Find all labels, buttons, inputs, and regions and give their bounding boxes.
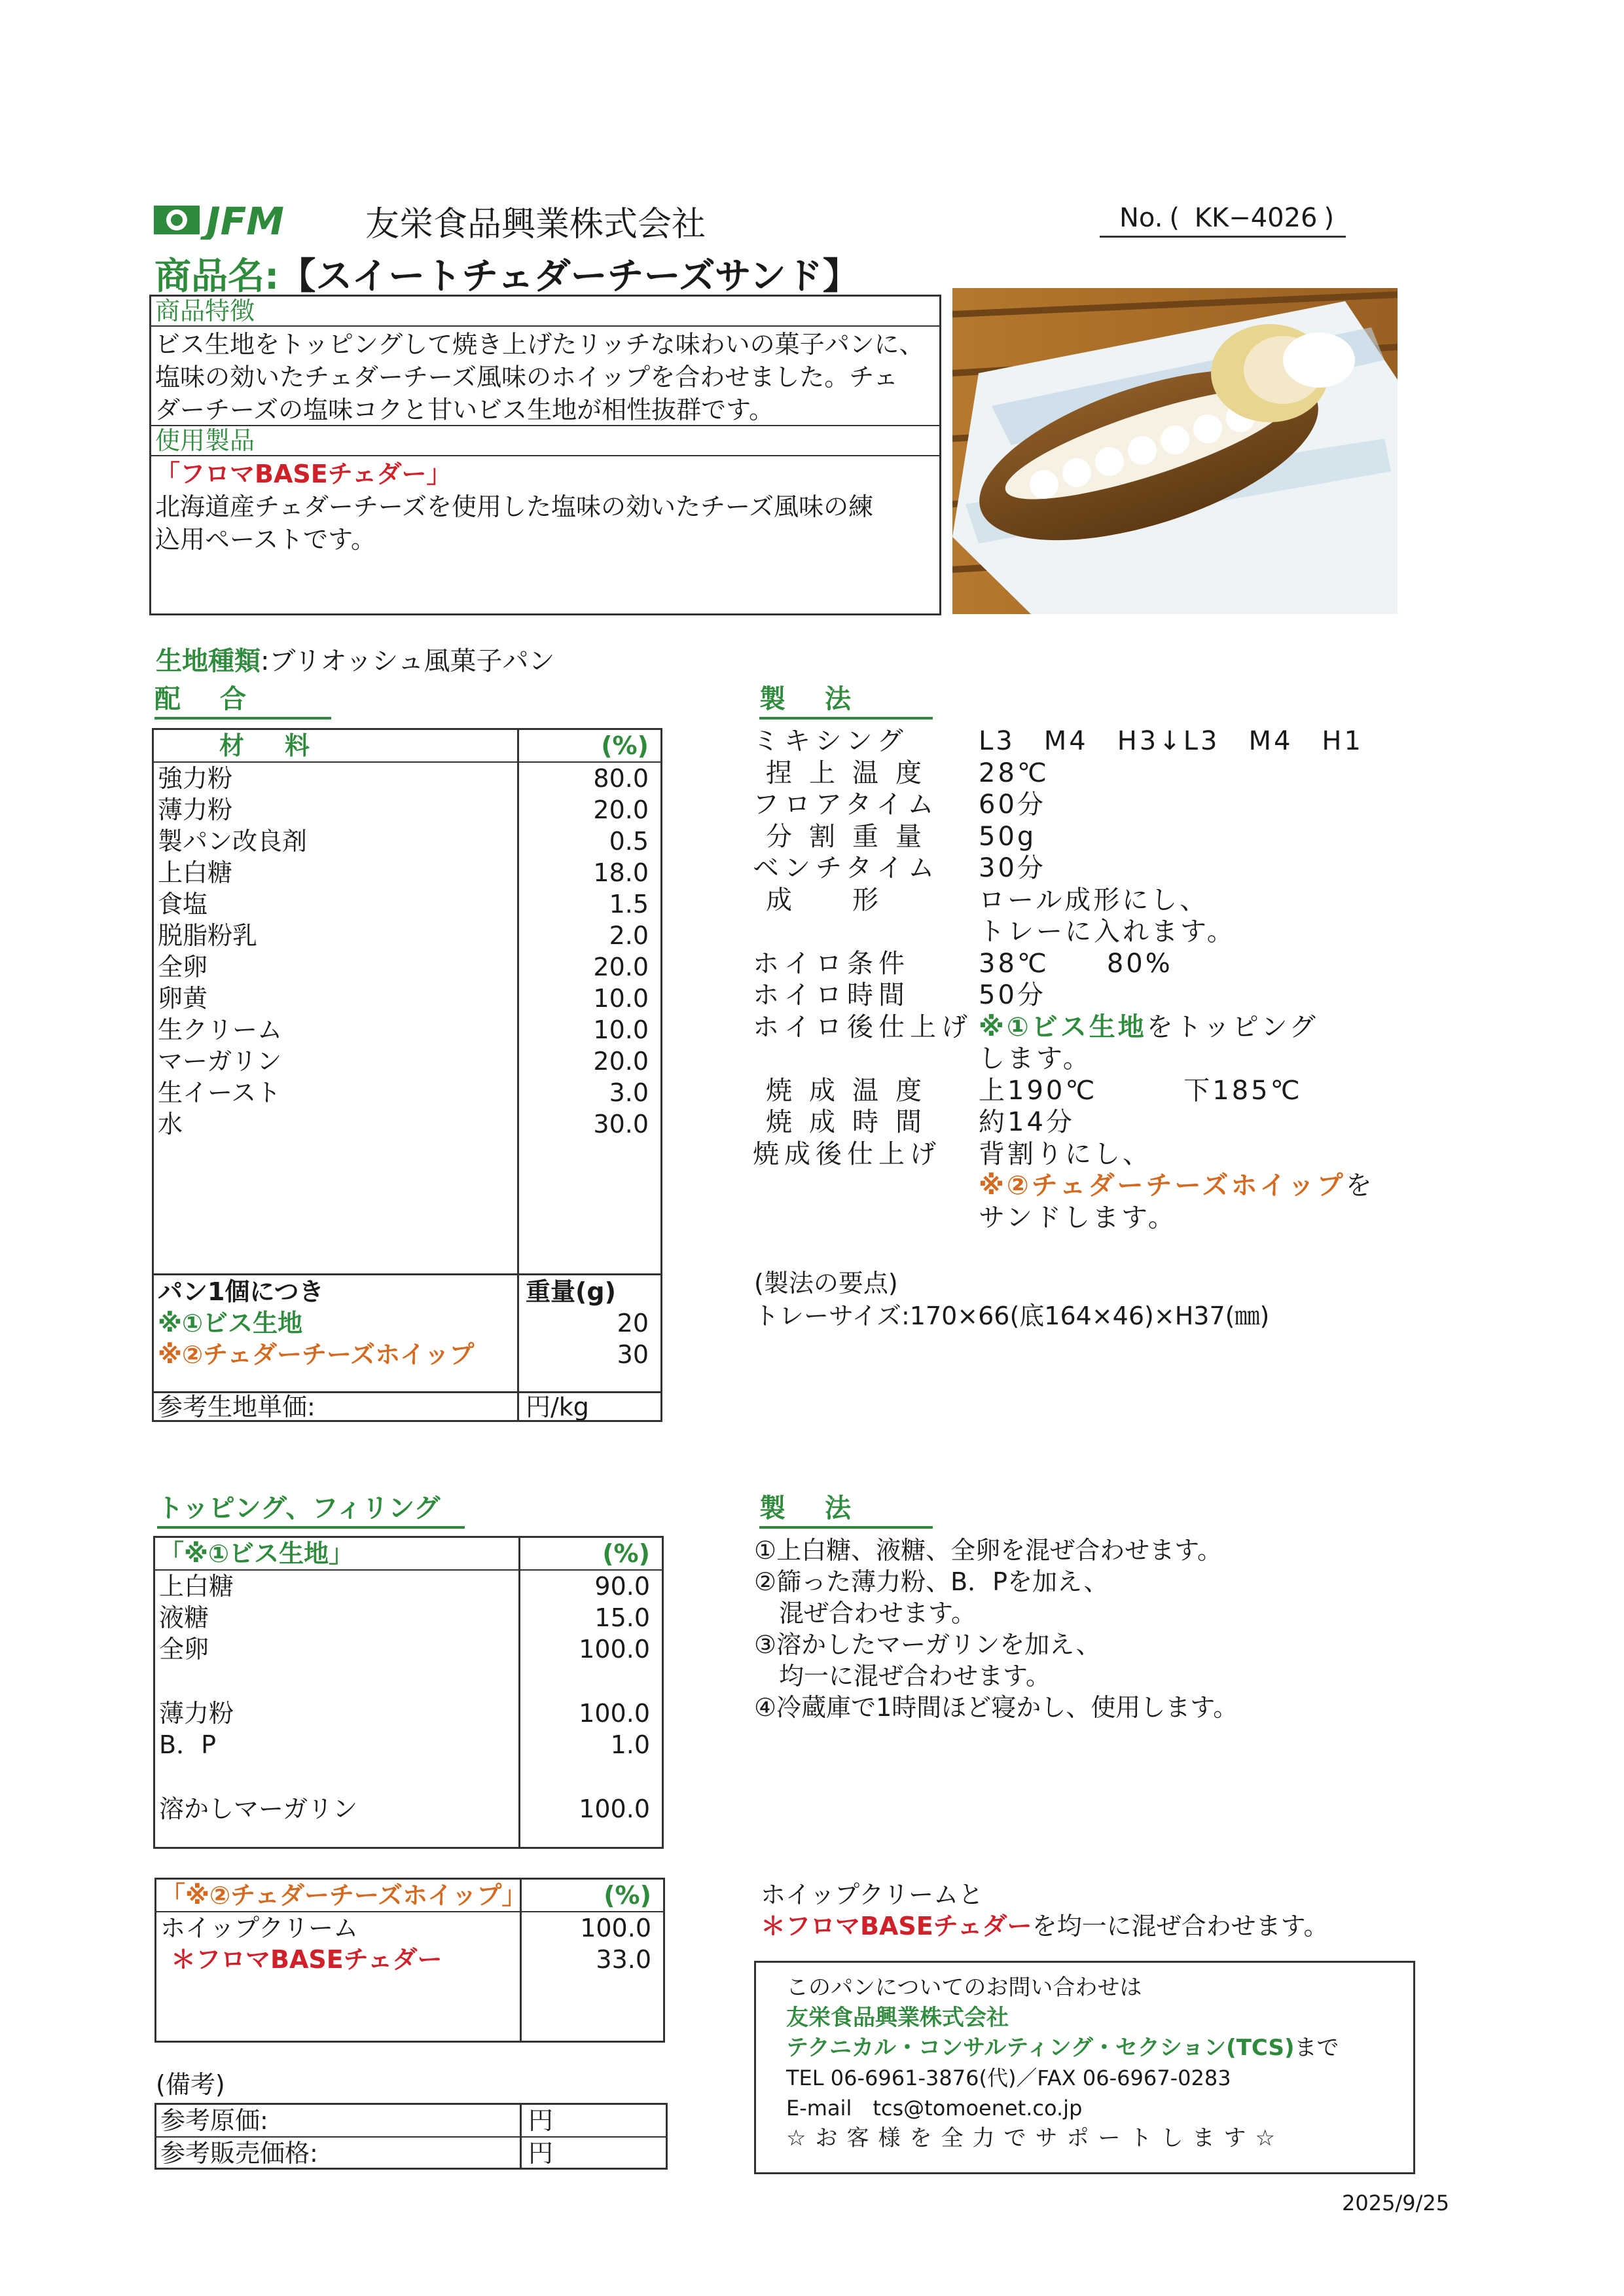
bis-step: ④冷蔵庫で1時間ほど寝かし、使用します。 — [754, 1693, 1238, 1722]
weight-label: 重量(g) — [526, 1277, 616, 1306]
used-text — [155, 458, 935, 556]
whip-head: 「※②チェダーチーズホイップ」 — [160, 1881, 527, 1910]
used-line: 込用ペーストです。 — [155, 525, 376, 554]
method-step — [753, 1106, 1407, 1138]
method-step-value — [979, 757, 1049, 789]
per-bun-value: 30 — [617, 1340, 649, 1369]
method-step-value — [979, 948, 1173, 979]
method-step-text: 30分 — [979, 853, 1046, 883]
bis-step: ①上白糖、液糖、全卵を混ぜ合わせます。 — [754, 1536, 1223, 1565]
method-step — [753, 1011, 1407, 1043]
remarks-table — [154, 2103, 668, 2170]
ingredient-value: 2.0 — [609, 921, 649, 950]
price-unit: 円 — [528, 2139, 554, 2168]
dough-type-value: :ブリオッシュ風菓子パン — [261, 646, 555, 676]
ingredient-name: 食塩 — [158, 890, 208, 919]
bis-value: 100.0 — [579, 1699, 650, 1728]
feature-heading: 商品特徴 — [151, 297, 939, 327]
ingredient-value: 3.0 — [609, 1078, 649, 1107]
bis-name: 上白糖 — [159, 1572, 234, 1601]
method-step-text: 38℃ 80% — [979, 948, 1173, 979]
ingredient-value: 10.0 — [593, 1015, 649, 1044]
bis-name: 液糖 — [159, 1603, 209, 1632]
bis-table — [153, 1536, 664, 1849]
ingredient-value: 18.0 — [593, 858, 649, 887]
method-step — [753, 757, 1407, 789]
method-step-label: 分割重量 — [766, 821, 939, 852]
ingredient-name: 水 — [158, 1110, 183, 1139]
method-step-value — [979, 1139, 1151, 1170]
contact-line: このパンについてのお問い合わせは — [786, 1975, 1142, 2001]
whip-name: ＊フロマBASEチェダー — [171, 1945, 442, 1974]
issue-date: 2025/9/25 — [1342, 2191, 1450, 2215]
product-label: 商品名: — [154, 255, 280, 298]
ingredient-value: 30.0 — [593, 1110, 649, 1139]
ingredient-value: 20.0 — [593, 795, 649, 824]
ingredient-name: 脱脂粉乳 — [158, 921, 258, 950]
contact-section — [786, 2032, 1339, 2064]
ingredient-value: 0.5 — [609, 827, 649, 856]
ingredient-value: 10.0 — [593, 984, 649, 1013]
contact-section-suffix: まで — [1294, 2035, 1339, 2061]
ingredient-table — [152, 728, 662, 1422]
product-name: 【スイートチェダーチーズサンド】 — [279, 255, 859, 298]
whip-value: 33.0 — [596, 1945, 651, 1974]
dough-type — [156, 646, 554, 677]
unit-price-label: 参考生地単価: — [158, 1393, 316, 1421]
method-step-highlight: ※②チェダーチーズホイップ — [979, 1171, 1346, 1201]
ingredient-name: 全卵 — [158, 953, 208, 981]
method-step-value — [979, 979, 1046, 1011]
method-heading: 製 法 — [759, 678, 933, 720]
whip-value: 100.0 — [580, 1914, 651, 1942]
method-step-label: 焼成温度 — [766, 1075, 939, 1106]
bis-value: 1.0 — [610, 1730, 650, 1759]
method-step — [753, 1043, 1407, 1074]
table-header — [154, 730, 660, 763]
method-step-highlight: ※①ビス生地 — [979, 1011, 1147, 1042]
contact-email: E-mail tcs@tomoenet.co.jp — [786, 2096, 1083, 2121]
method-step-value — [979, 1075, 1303, 1106]
method-step — [753, 1075, 1407, 1106]
bis-name: B．P — [159, 1730, 216, 1759]
formula-heading: 配 合 — [154, 678, 331, 720]
method-step — [753, 789, 1407, 820]
dough-type-label: 生地種類 — [156, 646, 261, 676]
method-step-label: 成 形 — [766, 884, 895, 915]
product-title — [154, 247, 859, 300]
bis-step: 均一に混ぜ合わせます。 — [754, 1662, 1051, 1690]
product-photo — [952, 288, 1398, 614]
ingredient-name: 生イースト — [158, 1078, 281, 1107]
method-step-value — [979, 789, 1046, 820]
ingredient-name: 生クリーム — [158, 1015, 283, 1044]
used-product: 「フロマBASEチェダー」 — [155, 460, 452, 488]
method-step — [753, 1202, 1407, 1233]
contact-phone: TEL 06-6961-3876(代)／FAX 06-6967-0283 — [786, 2066, 1231, 2090]
ingredient-name: 卵黄 — [158, 984, 208, 1013]
method-step-value — [979, 725, 1363, 757]
feature-line: ダーチーズの塩味コクと甘いビス生地が相性抜群です。 — [155, 395, 774, 424]
method-step — [753, 1170, 1407, 1201]
method-step-label: フロアタイム — [753, 790, 939, 820]
bis-name: 溶かしマーガリン — [159, 1795, 358, 1823]
ingredient-name: マーガリン — [158, 1047, 282, 1076]
method-step-value — [979, 852, 1046, 884]
whip-pct: (%) — [604, 1881, 651, 1910]
method-step-label: ホイロ時間 — [753, 980, 910, 1010]
whip-name: ホイップクリーム — [160, 1914, 359, 1942]
price-label: 参考販売価格: — [160, 2139, 318, 2168]
logo-text: JFM — [206, 200, 284, 240]
company-logo — [154, 200, 317, 240]
contact-company: 友栄食品興業株式会社 — [786, 2005, 1009, 2031]
method-step-text: ロール成形にし、 — [979, 884, 1209, 915]
company-name: 友栄食品興業株式会社 — [365, 205, 706, 244]
bis-value: 90.0 — [594, 1572, 650, 1601]
feature-box — [149, 295, 941, 615]
method-step — [753, 979, 1407, 1011]
whip-step-product: ＊フロマBASEチェダー — [761, 1912, 1032, 1941]
method-step-text: を — [1345, 1171, 1375, 1201]
method-step-text: トレーに入れます。 — [979, 917, 1236, 947]
method-step-value — [979, 1202, 1177, 1233]
cost-label: 参考原価: — [160, 2106, 268, 2135]
per-bun-name: ※①ビス生地 — [158, 1309, 303, 1338]
method-step-text: します。 — [979, 1044, 1092, 1074]
method-step-value — [979, 1011, 1318, 1043]
per-bun-value: 20 — [617, 1309, 649, 1338]
ingredient-name: 強力粉 — [158, 764, 233, 793]
header-pct: (%) — [601, 731, 649, 760]
bis-name: 薄力粉 — [159, 1699, 234, 1728]
method-step-text: 60分 — [979, 790, 1046, 820]
method-step-text: 28℃ — [979, 757, 1049, 788]
method-step-text: 約14分 — [979, 1107, 1075, 1137]
method-step-value — [979, 1043, 1092, 1074]
method-step — [753, 1139, 1407, 1170]
contact-section-name: テクニカル・コンサルティング・セクション(TCS) — [786, 2035, 1295, 2061]
tray-size: トレーサイズ:170×66(底164×46)×H37(㎜) — [754, 1302, 1270, 1330]
method-step-label: 焼成時間 — [766, 1107, 939, 1137]
used-heading: 使用製品 — [151, 425, 939, 456]
method-step-label: ベンチタイム — [753, 853, 940, 883]
method-step — [753, 725, 1407, 757]
bis-step: ③溶かしたマーガリンを加え、 — [754, 1630, 1101, 1659]
method-step — [753, 852, 1407, 884]
bis-value: 100.0 — [579, 1795, 650, 1823]
whip-step-1: ホイップクリームと — [761, 1880, 984, 1909]
cost-row — [156, 2105, 666, 2138]
remarks-label: (備考) — [156, 2070, 225, 2099]
ingredient-value: 20.0 — [593, 1047, 649, 1076]
bis-step: ②篩った薄力粉、B．Pを加え、 — [754, 1567, 1109, 1596]
method-step-text: L3 M4 H3↓L3 M4 H1 — [979, 726, 1363, 756]
method-step-label: ホイロ条件 — [753, 948, 910, 979]
doc-no-label: No. — [1119, 203, 1163, 233]
bis-step: 混ぜ合わせます。 — [754, 1599, 976, 1628]
ingredient-value: 1.5 — [609, 890, 649, 919]
feature-line: 塩味の効いたチェダーチーズ風味のホイップを合わせました。チェ — [155, 363, 899, 392]
ingredient-name: 製パン改良剤 — [158, 827, 308, 856]
method-step-label: ミキシング — [753, 726, 909, 756]
contact-box — [754, 1961, 1415, 2174]
per-bun-name: ※②チェダーチーズホイップ — [158, 1340, 475, 1369]
ingredient-name: 上白糖 — [158, 858, 233, 887]
method-step — [753, 916, 1407, 947]
whip-step-text: を均一に混ぜ合わせます。 — [1032, 1912, 1329, 1941]
whip-step-2 — [761, 1910, 1329, 1942]
bis-name: 全卵 — [159, 1635, 209, 1664]
method-step-value — [979, 916, 1236, 947]
topping-method-heading: 製 法 — [759, 1487, 933, 1529]
doc-no-value: KK−4026 — [1194, 203, 1318, 233]
cost-unit: 円 — [528, 2106, 554, 2135]
method-step — [753, 948, 1407, 979]
ingredient-value: 80.0 — [593, 764, 649, 793]
method-step-text: 50g — [979, 821, 1037, 852]
header-material: 材 料 — [219, 731, 318, 760]
contact-slogan: ☆お客様を全力でサポートします☆ — [786, 2125, 1284, 2151]
bis-head: 「※①ビス生地」 — [159, 1539, 354, 1568]
method-step-value — [979, 1106, 1075, 1138]
unit-price-unit: 円/kg — [526, 1393, 589, 1421]
method-step-label: 焼成後仕上げ — [753, 1139, 941, 1169]
feature-line: ビス生地をトッピングして焼き上げたリッチな味わいの菓子パンに、 — [155, 330, 924, 359]
method-step-value — [979, 884, 1208, 916]
method-step-text: 上190℃ 下185℃ — [979, 1075, 1303, 1106]
document-number: No. ( KK−4026 ) — [1100, 203, 1346, 238]
bis-header — [155, 1538, 662, 1571]
method-step-value — [979, 821, 1036, 852]
used-line: 北海道産チェダーチーズを使用した塩味の効いたチーズ風味の練 — [155, 492, 874, 521]
bis-value: 15.0 — [594, 1603, 650, 1632]
method-step-text: 背割りにし、 — [979, 1139, 1151, 1169]
method-step — [753, 884, 1407, 916]
topping-heading: トッピング、フィリング — [157, 1487, 465, 1529]
whip-header — [156, 1880, 663, 1912]
per-bun-label: パン1個につき — [158, 1277, 324, 1306]
method-step — [753, 821, 1407, 852]
bis-value: 100.0 — [579, 1635, 650, 1664]
method-step-text: サンドします。 — [979, 1202, 1177, 1233]
method-points-label: (製法の要点) — [754, 1269, 898, 1298]
method-step-text: 50分 — [979, 980, 1046, 1010]
whip-table — [154, 1878, 665, 2043]
ingredient-name: 薄力粉 — [158, 795, 233, 824]
ingredient-value: 20.0 — [593, 953, 649, 981]
method-step-value — [979, 1170, 1375, 1201]
bis-pct: (%) — [602, 1539, 650, 1568]
feature-text — [155, 328, 935, 426]
method-step-label: 捏上温度 — [766, 757, 939, 788]
method-step-label: ホイロ後仕上げ — [753, 1011, 973, 1042]
method-step-text: をトッピング — [1146, 1011, 1318, 1042]
